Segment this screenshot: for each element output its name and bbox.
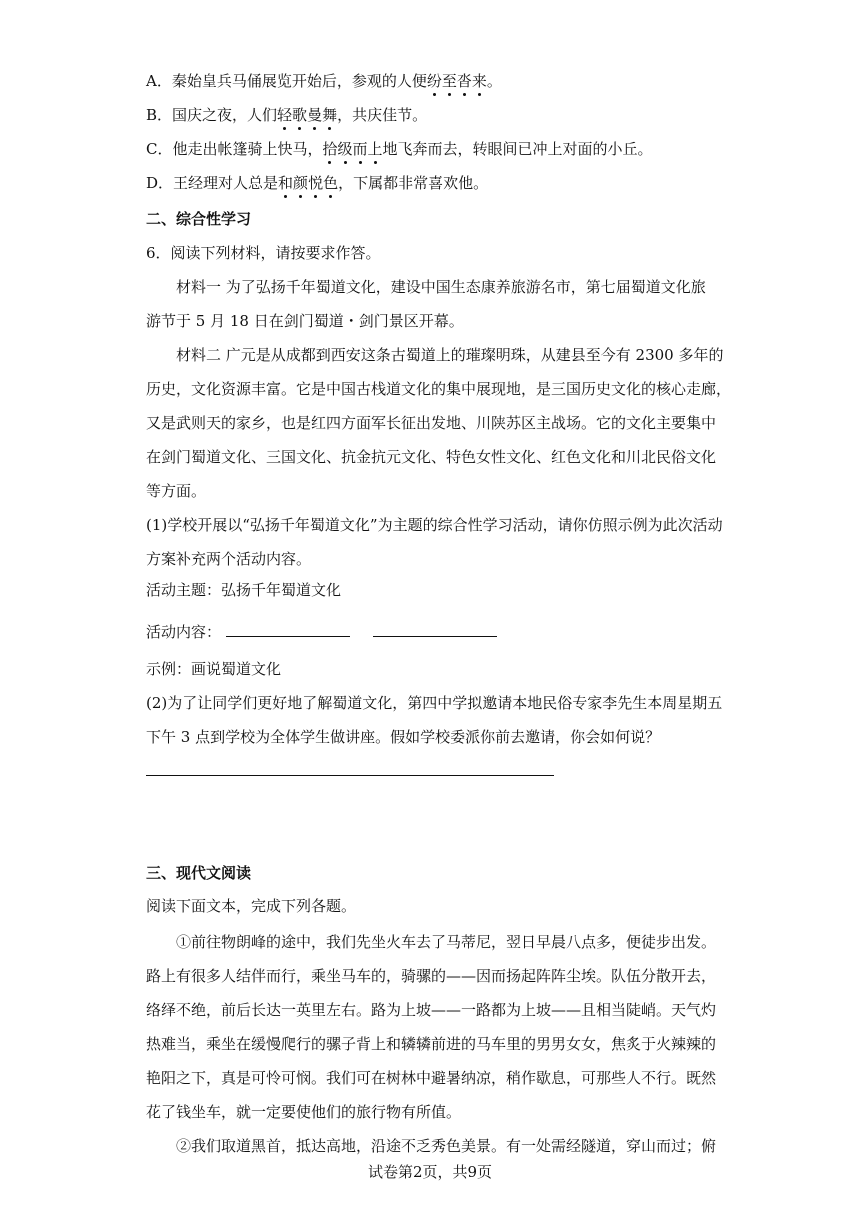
passage-line: 艳阳之下，真是可怜可悯。我们可在树林中避暑纳凉，稍作歇息，可那些人不行。既然 xyxy=(146,1069,717,1087)
passage-line: 热难当，乘坐在缓慢爬行的骡子背上和辚辚前进的马车里的男男女女，焦炙于火辣辣的 xyxy=(146,1035,717,1053)
dotted-char: 舞 xyxy=(322,106,338,124)
dotted-char: 悦 xyxy=(308,174,324,192)
dotted-char: 沓 xyxy=(456,72,472,90)
example: 示例：画说蜀道文化 xyxy=(146,660,282,678)
material-2-line: 等方面。 xyxy=(146,482,207,500)
question-6: 6．阅读下列材料，请按要求作答。 xyxy=(146,244,381,262)
option-c: C．他走出帐篷骑上快马，拾级而上地飞奔而去，转眼间已冲上对面的小丘。 xyxy=(146,140,653,158)
activity-theme: 活动主题：弘扬千年蜀道文化 xyxy=(146,581,342,599)
dotted-char: 而 xyxy=(352,140,368,158)
subquestion-1: (1)学校开展以“弘扬千年蜀道文化”为主题的综合性学习活动，请你仿照示例为此次活动 xyxy=(146,516,723,534)
dotted-char: 曼 xyxy=(307,106,323,124)
dotted-char: 歌 xyxy=(292,106,308,124)
dotted-char: 至 xyxy=(441,72,457,90)
activity-content xyxy=(146,622,497,642)
answer-blank-1[interactable] xyxy=(226,622,350,637)
material-1-line: 游节于 5 月 18 日在剑门蜀道・剑门景区开幕。 xyxy=(146,312,464,330)
passage-line: 络绎不绝，前后长达一英里左右。路为上坡——一路都为上坡——且相当陡峭。天气灼 xyxy=(146,1001,717,1019)
option-b: B．国庆之夜，人们轻歌曼舞，共庆佳节。 xyxy=(146,106,428,124)
reading-intro: 阅读下面文本，完成下列各题。 xyxy=(146,897,357,915)
material-1-line: 材料一 为了弘扬千年蜀道文化，建设中国生态康养旅游名市，第七届蜀道文化旅 xyxy=(176,278,706,296)
dotted-char: 拾 xyxy=(322,140,338,158)
dotted-char: 来 xyxy=(471,72,487,90)
material-2-line: 材料二 广元是从成都到西安这条古蜀道上的璀璨明珠，从建县至今有 2300 多年的 xyxy=(176,346,724,364)
dotted-phrase xyxy=(278,174,338,192)
page-footer: 试卷第2页，共9页 xyxy=(367,1163,493,1181)
passage-line: 花了钱坐车，就一定要使他们的旅行物有所值。 xyxy=(146,1103,462,1121)
option-a: A．秦始皇兵马俑展览开始后，参观的人便纷至沓来。 xyxy=(146,72,502,90)
dotted-char: 上 xyxy=(367,140,383,158)
dotted-phrase xyxy=(277,106,337,124)
section-heading: 二、综合性学习 xyxy=(146,210,252,228)
passage-line: 路上有很多人结伴而行，乘坐马车的，骑骡的——因而扬起阵阵尘埃。队伍分散开去， xyxy=(146,967,717,985)
dotted-char: 色 xyxy=(323,174,339,192)
dotted-phrase xyxy=(322,140,382,158)
material-2-line: 在剑门蜀道文化、三国文化、抗金抗元文化、特色女性文化、红色文化和川北民俗文化 xyxy=(146,448,717,466)
passage-line: ②我们取道黑首，抵达高地，沿途不乏秀色美景。有一处需经隧道，穿山而过；俯 xyxy=(176,1137,717,1155)
dotted-char: 和 xyxy=(278,174,294,192)
subquestion-1: 方案补充两个活动内容。 xyxy=(146,550,312,568)
dotted-phrase xyxy=(427,72,487,90)
material-2-line: 又是武则天的家乡，也是红四方面军长征出发地、川陕苏区主战场。它的文化主要集中 xyxy=(146,414,717,432)
answer-blank-2[interactable] xyxy=(373,622,497,637)
subquestion-2: (2)为了让同学们更好地了解蜀道文化，第四中学拟邀请本地民俗专家李先生本周星期五 xyxy=(146,694,723,712)
subquestion-2: 下午 3 点到学校为全体学生做讲座。假如学校委派你前去邀请，你会如何说？ xyxy=(146,728,661,746)
dotted-char: 级 xyxy=(337,140,353,158)
section-heading: 三、现代文阅读 xyxy=(146,864,252,882)
dotted-char: 纷 xyxy=(426,72,442,90)
material-2-line: 历史，文化资源丰富。它是中国古栈道文化的集中展现地，是三国历史文化的核心走廊， xyxy=(146,380,732,398)
activity-content-label: 活动内容： xyxy=(146,623,222,641)
passage-line: ①前往物朗峰的途中，我们先坐火车去了马蒂尼，翌日早晨八点多，便徒步出发。 xyxy=(176,933,717,951)
dotted-char: 颜 xyxy=(293,174,309,192)
answer-line[interactable] xyxy=(146,775,554,776)
option-d: D．王经理对人总是和颜悦色，下属都非常喜欢他。 xyxy=(146,174,489,192)
dotted-char: 轻 xyxy=(277,106,293,124)
